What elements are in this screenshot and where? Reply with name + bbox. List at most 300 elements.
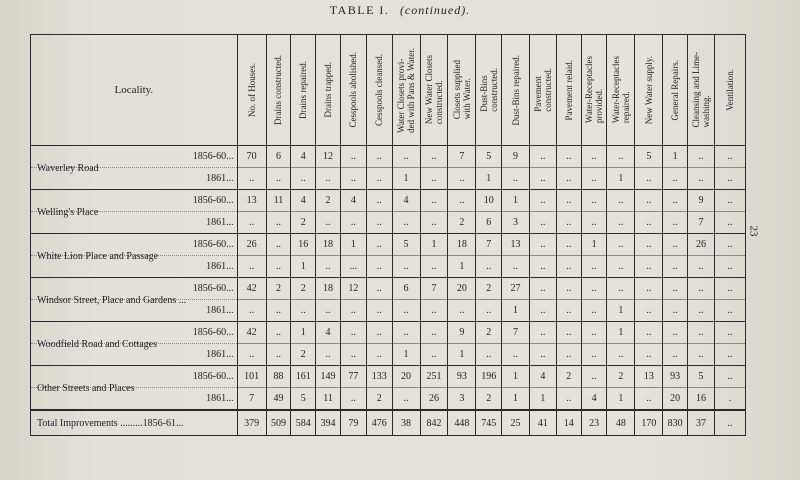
table-cell: 12 xyxy=(340,278,366,300)
table-row xyxy=(31,146,746,168)
column-header-label: Drains repaired. xyxy=(298,61,309,119)
table-cell: 2 xyxy=(476,278,502,300)
table-cell: .. xyxy=(663,256,688,278)
total-cell: 170 xyxy=(635,410,663,436)
table-cell: 1 xyxy=(476,168,502,190)
table-cell: .. xyxy=(476,256,502,278)
table-cell: .. xyxy=(663,322,688,344)
column-header xyxy=(688,35,715,146)
table-cell: 1 xyxy=(530,388,557,411)
table-cell: .. xyxy=(448,190,476,212)
total-cell: 448 xyxy=(448,410,476,436)
locality-cell xyxy=(31,300,238,322)
table-cell: 20 xyxy=(392,366,420,388)
table-cell: .. xyxy=(530,212,557,234)
table-cell: .. xyxy=(714,234,745,256)
table-cell: 20 xyxy=(448,278,476,300)
table-cell: .. xyxy=(581,300,607,322)
locality-cell xyxy=(31,388,238,411)
column-header xyxy=(237,35,266,146)
column-header xyxy=(366,35,392,146)
locality-cell xyxy=(31,190,238,218)
table-cell: .. xyxy=(714,168,745,190)
table-cell: .. xyxy=(392,388,420,411)
table-cell: .. xyxy=(366,234,392,256)
table-cell: 1 xyxy=(607,168,635,190)
table-cell: .. xyxy=(366,300,392,322)
table-row xyxy=(31,256,746,278)
table-cell: .. xyxy=(688,168,715,190)
table-cell: 1 xyxy=(291,322,316,344)
table-cell: ... xyxy=(340,256,366,278)
table-cell: .. xyxy=(392,256,420,278)
page-number: 23 xyxy=(747,225,760,237)
table-cell: .. xyxy=(635,190,663,212)
locality-cell xyxy=(31,344,238,366)
table-cell: .. xyxy=(581,278,607,300)
table-cell: .. xyxy=(316,168,341,190)
total-cell: 25 xyxy=(502,410,530,436)
locality-cell xyxy=(31,322,238,350)
table-cell: 6 xyxy=(392,278,420,300)
table-cell: 1 xyxy=(502,300,530,322)
table-cell: 20 xyxy=(663,388,688,411)
table-cell: .. xyxy=(392,300,420,322)
table-cell: 1 xyxy=(502,388,530,411)
table-cell: .. xyxy=(420,256,448,278)
column-header xyxy=(420,35,448,146)
table-cell: 93 xyxy=(448,366,476,388)
table-cell: .. xyxy=(607,146,635,168)
table-cell: .. xyxy=(266,344,291,366)
column-header-label: Drains constructed. xyxy=(273,55,284,125)
table-cell: 1 xyxy=(607,322,635,344)
table-cell: .. xyxy=(291,168,316,190)
column-header xyxy=(291,35,316,146)
table-cell: .. xyxy=(714,366,745,388)
table-cell: 3 xyxy=(502,212,530,234)
table-cell: 4 xyxy=(291,146,316,168)
table-cell: 3 xyxy=(448,388,476,411)
table-cell: 2 xyxy=(316,190,341,212)
period-label: 1856-60... xyxy=(192,283,234,294)
table-cell: 7 xyxy=(476,234,502,256)
locality-cell xyxy=(31,146,238,174)
table-cell: 11 xyxy=(266,190,291,212)
table-cell: 18 xyxy=(448,234,476,256)
total-cell: 23 xyxy=(581,410,607,436)
column-header xyxy=(316,35,341,146)
table-cell: 5 xyxy=(291,388,316,411)
column-header-label: Ventilation. xyxy=(724,69,735,111)
table-cell: .. xyxy=(420,168,448,190)
table-cell: .. xyxy=(340,322,366,344)
table-cell: .. xyxy=(420,300,448,322)
table-cell: .. xyxy=(530,168,557,190)
table-cell: 7 xyxy=(237,388,266,411)
locality-name: Woodfield Road and Cottages xyxy=(37,339,158,350)
table-cell: 42 xyxy=(237,322,266,344)
table-cell: 7 xyxy=(502,322,530,344)
locality-cell xyxy=(31,366,238,394)
table-cell: 2 xyxy=(366,388,392,411)
table-cell: 5 xyxy=(392,234,420,256)
table-cell: 101 xyxy=(237,366,266,388)
period-label: 1856-60... xyxy=(192,195,234,206)
table-cell: 9 xyxy=(448,322,476,344)
locality-cell xyxy=(31,234,238,262)
table-cell: .. xyxy=(556,234,581,256)
column-header xyxy=(476,35,502,146)
column-header xyxy=(663,35,688,146)
column-header-label: Pavement constructed. xyxy=(532,68,553,112)
table-cell: .. xyxy=(237,256,266,278)
table-cell: .. xyxy=(635,344,663,366)
table-cell: 4 xyxy=(530,366,557,388)
table-cell: .. xyxy=(556,168,581,190)
table-cell: .. xyxy=(420,212,448,234)
table-cell: 1 xyxy=(392,168,420,190)
table-cell: 42 xyxy=(237,278,266,300)
column-header xyxy=(530,35,557,146)
table-cell: 5 xyxy=(476,146,502,168)
table-cell: .. xyxy=(556,322,581,344)
table-cell: 2 xyxy=(291,344,316,366)
period-label: 1856-60... xyxy=(192,151,234,162)
table-row xyxy=(31,344,746,366)
period-label: 1861... xyxy=(206,305,234,316)
table-cell: .. xyxy=(237,212,266,234)
table-cell: .. xyxy=(714,278,745,300)
column-header-label: Cleansing and Lime- washing. xyxy=(690,52,711,128)
table-cell: 1 xyxy=(581,234,607,256)
table-cell: .. xyxy=(635,322,663,344)
table-cell: .. xyxy=(266,322,291,344)
table-cell: 4 xyxy=(316,322,341,344)
table-cell: .. xyxy=(663,300,688,322)
column-header xyxy=(340,35,366,146)
table-cell: .. xyxy=(530,190,557,212)
table-cell: .. xyxy=(266,234,291,256)
table-cell: 2 xyxy=(448,212,476,234)
column-header xyxy=(266,35,291,146)
table-cell: .. xyxy=(266,168,291,190)
table-cell: 93 xyxy=(663,366,688,388)
period-label: 1856-60... xyxy=(192,327,234,338)
total-cell: 48 xyxy=(607,410,635,436)
table-cell: .. xyxy=(607,212,635,234)
table-cell: .. xyxy=(366,146,392,168)
table-row xyxy=(31,190,746,212)
table-cell: .. xyxy=(714,256,745,278)
table-cell: .. xyxy=(581,344,607,366)
total-cell: 745 xyxy=(476,410,502,436)
table-cell: 149 xyxy=(316,366,341,388)
table-cell: .. xyxy=(266,256,291,278)
column-header xyxy=(635,35,663,146)
table-cell: 1 xyxy=(502,366,530,388)
table-row xyxy=(31,322,746,344)
locality-name: Windsor Street, Place and Gardens ... xyxy=(37,295,187,306)
table-cell: 161 xyxy=(291,366,316,388)
table-cell: 6 xyxy=(476,212,502,234)
column-header-label: Dust-Bins repaired. xyxy=(510,54,521,126)
table-title xyxy=(0,3,800,18)
table-cell: 5 xyxy=(635,146,663,168)
table-title-main: TABLE I. xyxy=(329,3,390,17)
table-cell: .. xyxy=(448,300,476,322)
table-cell: 11 xyxy=(316,388,341,411)
column-header-label: Dust-Bins constructed. xyxy=(478,68,499,112)
table-cell: 12 xyxy=(316,146,341,168)
column-header-label: Drains trapped. xyxy=(323,62,334,118)
locality-name: White Lion Place and Passage xyxy=(37,251,159,262)
table-cell: 2 xyxy=(291,278,316,300)
table-cell: 4 xyxy=(291,190,316,212)
total-cell: 509 xyxy=(266,410,291,436)
table-cell: .. xyxy=(581,146,607,168)
locality-name: Waverley Road xyxy=(37,163,99,174)
table-cell: .. xyxy=(316,212,341,234)
table-cell: 10 xyxy=(476,190,502,212)
table-cell: 196 xyxy=(476,366,502,388)
column-header xyxy=(448,35,476,146)
table-cell: 2 xyxy=(556,366,581,388)
table-cell: .. xyxy=(420,322,448,344)
locality-name: Other Streets and Places xyxy=(37,383,135,394)
total-cell: 842 xyxy=(420,410,448,436)
table-cell: .. xyxy=(607,344,635,366)
table-cell: 1 xyxy=(607,388,635,411)
table-cell: .. xyxy=(607,278,635,300)
table-cell: 1 xyxy=(420,234,448,256)
table-cell: 26 xyxy=(420,388,448,411)
locality-cell xyxy=(31,278,238,306)
table-cell: 2 xyxy=(266,278,291,300)
table-cell: .. xyxy=(392,146,420,168)
table-cell: .. xyxy=(688,322,715,344)
table-cell: 77 xyxy=(340,366,366,388)
table-cell: 2 xyxy=(291,212,316,234)
table-cell: .. xyxy=(635,278,663,300)
table-row xyxy=(31,212,746,234)
table-cell: .. xyxy=(556,146,581,168)
table-cell: .. xyxy=(316,344,341,366)
table-cell: 16 xyxy=(688,388,715,411)
column-header-label: New Water Closets constructed. xyxy=(423,55,444,125)
table-cell: 5 xyxy=(688,366,715,388)
table-cell: .. xyxy=(392,322,420,344)
table-cell: .. xyxy=(530,256,557,278)
table-cell: .. xyxy=(556,190,581,212)
table-cell: .. xyxy=(663,212,688,234)
column-header-label: Water Closets provi- ded with Pans & Water. xyxy=(396,47,417,133)
table-cell: . xyxy=(714,388,745,411)
table-cell: .. xyxy=(607,256,635,278)
table-cell: .. xyxy=(688,256,715,278)
table-cell: .. xyxy=(714,146,745,168)
table-cell: .. xyxy=(530,322,557,344)
table-title-continued: (continued). xyxy=(399,3,471,17)
table-cell: .. xyxy=(366,278,392,300)
table-cell: .. xyxy=(714,322,745,344)
table-cell: .. xyxy=(266,300,291,322)
table-cell: .. xyxy=(688,278,715,300)
period-label: 1861... xyxy=(206,217,234,228)
table-cell: .. xyxy=(340,212,366,234)
column-header xyxy=(714,35,745,146)
table-cell: .. xyxy=(635,168,663,190)
table-cell: .. xyxy=(340,388,366,411)
total-label: Total Improvements .........1856-61... xyxy=(31,410,238,436)
total-row xyxy=(31,410,746,436)
table-cell: .. xyxy=(366,256,392,278)
column-header xyxy=(392,35,420,146)
table-cell: .. xyxy=(448,168,476,190)
table-cell: 70 xyxy=(237,146,266,168)
period-label: 1861... xyxy=(206,261,234,272)
period-label: 1861... xyxy=(206,349,234,360)
table-cell: .. xyxy=(340,300,366,322)
column-header xyxy=(556,35,581,146)
locality-cell xyxy=(31,256,238,278)
table-cell: .. xyxy=(237,300,266,322)
table-cell: 1 xyxy=(291,256,316,278)
table-cell: .. xyxy=(420,344,448,366)
table-cell: 1 xyxy=(448,344,476,366)
table-cell: .. xyxy=(663,278,688,300)
table-row xyxy=(31,234,746,256)
table-cell: .. xyxy=(420,146,448,168)
table-cell: .. xyxy=(556,256,581,278)
total-cell: 79 xyxy=(340,410,366,436)
table-cell: 13 xyxy=(502,234,530,256)
column-header-label: Pavement relaid. xyxy=(563,59,574,121)
table-cell: .. xyxy=(476,344,502,366)
locality-cell xyxy=(31,168,238,190)
column-header-label: New Water supply. xyxy=(643,55,654,125)
table-cell: .. xyxy=(556,344,581,366)
table-cell: .. xyxy=(663,190,688,212)
table-cell: .. xyxy=(291,300,316,322)
table-cell: .. xyxy=(530,234,557,256)
table-cell: 18 xyxy=(316,278,341,300)
total-cell: 41 xyxy=(530,410,557,436)
table-cell: .. xyxy=(556,300,581,322)
table-cell: .. xyxy=(663,344,688,366)
column-header-label: General Repairs. xyxy=(670,59,681,121)
table-cell: .. xyxy=(237,344,266,366)
column-header-label: Water-Receptacles repaired. xyxy=(610,56,631,124)
table-cell: 13 xyxy=(635,366,663,388)
table-cell: .. xyxy=(530,278,557,300)
table-cell: .. xyxy=(366,212,392,234)
table-cell: .. xyxy=(714,212,745,234)
table-cell: .. xyxy=(502,168,530,190)
table-cell: 1 xyxy=(340,234,366,256)
column-header-label: Closets supplied with Water. xyxy=(451,60,472,120)
table-cell: 7 xyxy=(420,278,448,300)
table-cell: 7 xyxy=(448,146,476,168)
table-cell: .. xyxy=(688,300,715,322)
table-cell: .. xyxy=(530,146,557,168)
table-cell: .. xyxy=(663,234,688,256)
total-cell: 38 xyxy=(392,410,420,436)
total-cell: 830 xyxy=(663,410,688,436)
table-cell: 9 xyxy=(502,146,530,168)
table-cell: .. xyxy=(714,190,745,212)
table-cell: .. xyxy=(316,256,341,278)
table-cell: 1 xyxy=(663,146,688,168)
table-cell: .. xyxy=(237,168,266,190)
table-row xyxy=(31,366,746,388)
table-cell: 2 xyxy=(476,322,502,344)
total-cell: 379 xyxy=(237,410,266,436)
table-row xyxy=(31,300,746,322)
period-label: 1861... xyxy=(206,173,234,184)
table-cell: .. xyxy=(581,190,607,212)
period-label: 1856-60... xyxy=(192,371,234,382)
table-cell: 16 xyxy=(291,234,316,256)
total-cell: 584 xyxy=(291,410,316,436)
total-cell: 394 xyxy=(316,410,341,436)
table-cell: 251 xyxy=(420,366,448,388)
table-cell: .. xyxy=(581,256,607,278)
column-header-label: Cesspools abolished. xyxy=(348,52,359,128)
table-cell: 1 xyxy=(502,190,530,212)
table-cell: .. xyxy=(530,344,557,366)
table-cell: .. xyxy=(316,300,341,322)
table-cell: .. xyxy=(581,366,607,388)
table-cell: .. xyxy=(392,212,420,234)
table-cell: .. xyxy=(688,146,715,168)
table-cell: 26 xyxy=(237,234,266,256)
table-cell: .. xyxy=(366,190,392,212)
table-cell: .. xyxy=(635,234,663,256)
locality-header: Locality. xyxy=(31,35,238,146)
table-cell: 4 xyxy=(581,388,607,411)
table-cell: 133 xyxy=(366,366,392,388)
table-cell: .. xyxy=(581,322,607,344)
table-row xyxy=(31,388,746,411)
table-cell: .. xyxy=(607,190,635,212)
period-label: 1861... xyxy=(206,393,234,404)
locality-cell xyxy=(31,212,238,234)
table-cell: .. xyxy=(714,344,745,366)
table-cell: .. xyxy=(635,212,663,234)
table-cell: .. xyxy=(340,146,366,168)
table-cell: .. xyxy=(476,300,502,322)
table-cell: 88 xyxy=(266,366,291,388)
table-cell: .. xyxy=(530,300,557,322)
table-cell: .. xyxy=(340,344,366,366)
table-cell: .. xyxy=(714,300,745,322)
table-cell: .. xyxy=(607,234,635,256)
table-cell: 1 xyxy=(607,300,635,322)
table-cell: .. xyxy=(556,278,581,300)
table-cell: .. xyxy=(420,190,448,212)
table-cell: 26 xyxy=(688,234,715,256)
table-cell: 9 xyxy=(688,190,715,212)
total-cell: 14 xyxy=(556,410,581,436)
table-cell: .. xyxy=(581,212,607,234)
column-header xyxy=(607,35,635,146)
column-header-label: No. of Houses. xyxy=(246,63,257,117)
table-cell: .. xyxy=(663,168,688,190)
table-cell: 6 xyxy=(266,146,291,168)
column-header-label: Cesspools cleansed. xyxy=(374,54,385,126)
table-row xyxy=(31,168,746,190)
